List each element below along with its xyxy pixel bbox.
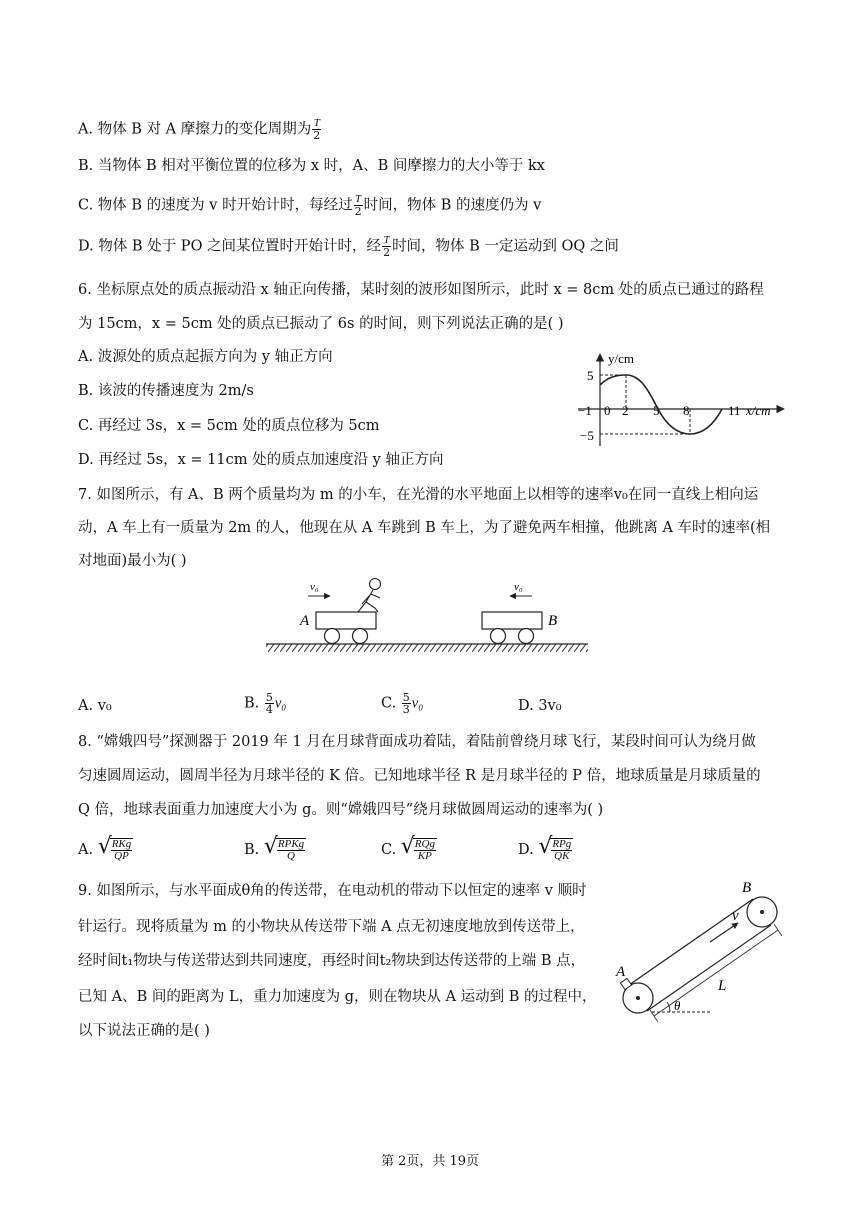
fraction: $\frac{\text{RPKg}}{Q}$ (277, 838, 305, 862)
y-tick-5: 5 (587, 368, 594, 383)
fraction: $\frac{\text{RKg}}{QP}$ (111, 838, 132, 862)
wave-graph-figure (572, 348, 792, 448)
label-v0-right: v₀ (514, 581, 523, 593)
radical-icon: √ (538, 834, 553, 859)
ground-hatch (266, 644, 588, 652)
label-point-b: B (742, 880, 752, 896)
page-footer: 第 2页，共 19页 (380, 1154, 480, 1169)
fraction: $\frac{5}{4}$ (265, 691, 273, 716)
sqrt-expression (538, 834, 573, 862)
q6-option-c: C. 再经过 3s，x = 5cm 处的质点位移为 5cm (78, 418, 380, 434)
wheel (353, 629, 368, 644)
y-tick-neg5: −5 (580, 428, 594, 443)
x-tick-11: 11 (728, 403, 741, 418)
q7-stem-line-2: 动，A 车上有一质量为 2m 的人，他现在从 A 车跳到 B 车上，为了避免两车相撞，他跳离 A 车时的速率(相 (78, 520, 771, 536)
conveyor-belt-figure (612, 876, 802, 1036)
x-tick-8: 8 (683, 403, 690, 418)
q5-option-d: D. 物体 B 处于 PO 之间某位置时开始计时，经 $\frac{T}{2}$ 时间，物体 B 一定运动到 OQ 之间 (78, 234, 619, 259)
label-point-a: A (616, 964, 626, 980)
q5-option-b: B. 当物体 B 相对平衡位置的位移为 x 时，A、B 间摩擦力的大小等于 kx (78, 158, 545, 174)
x-tick-neg1: −1 (578, 403, 592, 418)
q7-option-d: D. 3v₀ (518, 698, 562, 714)
q6-stem-line-2: 为 15cm，x = 5cm 处的质点已振动了 6s 的时间，则下列说法正确的是( ) (78, 316, 564, 332)
q6-option-a: A. 波源处的质点起振方向为 y 轴正方向 (78, 349, 333, 365)
sqrt-expression (400, 834, 437, 862)
q8-option-a: A. √ $\frac{\text{RKg}}{QP}$ (78, 834, 132, 862)
q6-option-b: B. 该波的传播速度为 2m/s (78, 383, 254, 399)
fraction: $\frac{T}{2}$ (383, 234, 391, 259)
q6-option-d: D. 再经过 5s，x = 11cm 处的质点加速度沿 y 轴正方向 (78, 452, 444, 468)
x-tick-0: 0 (604, 403, 611, 418)
q8-stem-line-3: Q 倍，地球表面重力加速度大小为 g。则“嫦娥四号”绕月球做圆周运动的速率为( ) (78, 802, 604, 818)
wheel (325, 629, 340, 644)
x-axis-label: x/cm (746, 403, 771, 418)
label-cart-a: A (300, 613, 310, 629)
length-tick (774, 924, 782, 936)
q9-stem-line-3: 经时间t₁物块与传送带达到共同速度，再经时间t₂物块到达传送带的上端 B 点， (78, 953, 586, 969)
belt-lower (647, 925, 771, 1011)
radical-icon: √ (97, 834, 112, 859)
q9-stem-line-1: 9. 如图所示，与水平面成θ角的传送带，在电动机的带动下以恒定的速率 v 顺时 (78, 883, 587, 899)
length-marker (654, 930, 778, 1016)
q7-option-b: B. $\frac{5}{4}$ v₀ (244, 691, 287, 716)
pulley-a-hub (636, 996, 640, 1000)
q7-option-a: A. v₀ (78, 698, 112, 714)
wheel (491, 629, 506, 644)
sqrt-expression (263, 834, 306, 862)
x-tick-2: 2 (622, 403, 629, 418)
label-cart-b: B (548, 613, 558, 629)
radical-icon: √ (400, 834, 415, 859)
label-l: L (718, 978, 727, 994)
label-v: v (732, 908, 739, 924)
x-tick-5: 5 (653, 403, 660, 418)
radical-icon: √ (263, 834, 278, 859)
q8-option-c: C. √ $\frac{\text{RQg}}{KP}$ (381, 834, 435, 862)
carts-figure (262, 572, 592, 662)
fraction: $\frac{T}{2}$ (354, 193, 362, 218)
q5-option-a-text: A. 物体 B 对 A 摩擦力的变化周期为 (78, 121, 312, 138)
wheel (519, 629, 534, 644)
y-axis-label: y/cm (608, 351, 634, 366)
label-theta: θ (674, 998, 681, 1013)
sqrt-expression (97, 834, 134, 862)
person-figure (358, 579, 381, 613)
q7-stem-line-1: 7. 如图所示，有 A、B 两个质量均为 m 的小车，在光滑的水平地面上以相等的速率v₀在同一直线上相向运 (78, 487, 759, 503)
fraction: $\frac{5}{3}$ (402, 691, 410, 716)
cart-b (482, 612, 542, 629)
wave-curve (600, 375, 722, 434)
fraction: $\frac{\text{RPg}}{QK}$ (552, 838, 572, 862)
q8-stem-line-1: 8. “嫦娥四号”探测器于 2019 年 1 月在月球背面成功着陆，着陆前曾绕月球飞行，某段时间可认为绕月做 (78, 734, 756, 750)
q6-stem-line-1: 6. 坐标原点处的质点振动沿 x 轴正向传播，某时刻的波形如图所示，此时 x = 8cm 处的质点已通过的路程 (78, 282, 764, 298)
q8-option-d: D. √ $\frac{\text{RPg}}{QK}$ (518, 834, 572, 862)
q7-stem-line-3: 对地面)最小为( ) (78, 553, 187, 569)
q5-option-c: C. 物体 B 的速度为 v 时开始计时，每经过 $\frac{T}{2}$ 时间，物体 B 的速度仍为 v (78, 193, 542, 218)
q9-stem-line-5: 以下说法正确的是( ) (78, 1023, 210, 1039)
block (620, 978, 631, 989)
q8-stem-line-2: 匀速圆周运动，圆周半径为月球半径的 K 倍。已知地球半径 R 是月球半径的 P 倍，地球质量是月球质量的 (78, 768, 761, 784)
cart-a (316, 612, 376, 629)
q7-option-c: C. $\frac{5}{3}$ v₀ (381, 691, 424, 716)
fraction: $\frac{T}{2}$ (313, 117, 321, 142)
label-v0-left: v₀ (310, 581, 319, 593)
q9-stem-line-2: 针运行。现将质量为 m 的小物块从传送带下端 A 点无初速度地放到传送带上， (78, 919, 585, 935)
fraction: $\frac{\text{RQg}}{KP}$ (414, 838, 435, 862)
q9-stem-line-4: 已知 A、B 间的距离为 L，重力加速度为 g，则在物块从 A 运动到 B 的过程中， (78, 989, 597, 1005)
q5-option-a (78, 118, 322, 141)
pulley-b-hub (760, 910, 764, 914)
q8-option-b: B. √ $\frac{\text{RPKg}}{Q}$ (244, 834, 305, 862)
